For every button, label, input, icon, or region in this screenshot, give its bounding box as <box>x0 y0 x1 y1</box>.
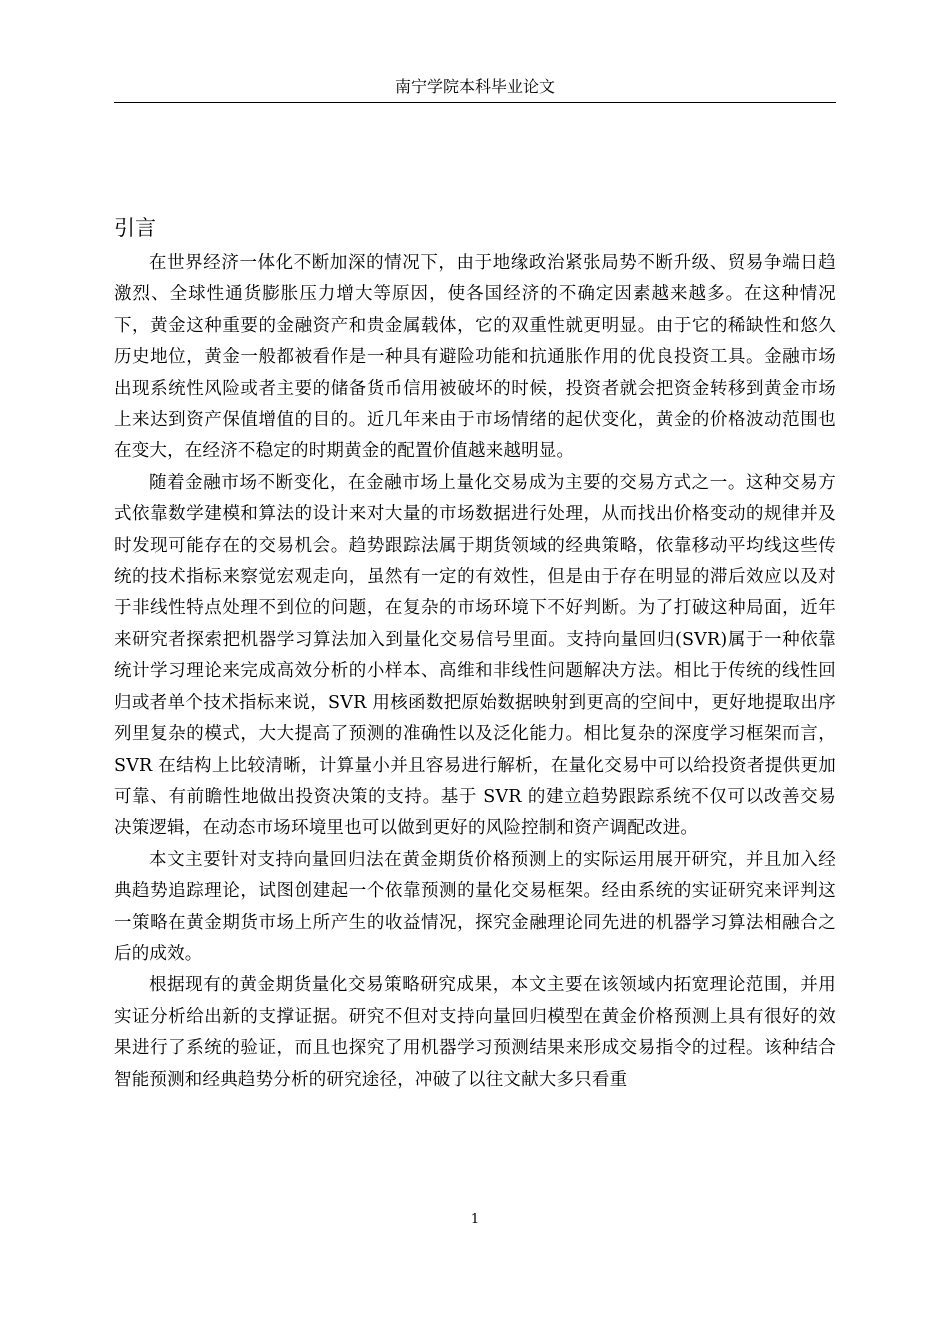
page-number: 1 <box>470 1212 480 1227</box>
body-text <box>114 248 836 1096</box>
paragraph: 根据现有的黄金期货量化交易策略研究成果，本文主要在该领域内拓宽理论范围，并用实证分析给出新的支撑证据。研究不但对支持向量回归模型在黄金价格预测上具有很好的效果进行了系统的验证，而且也探究了用机器学习预测结果来形成交易指令的过程。该种结合智能预测和经典趋势分析的研究途径，冲破了以往文献大多只看重 <box>114 975 836 1090</box>
header-title: 南宁学院本科毕业论文 <box>394 77 555 96</box>
page-header <box>114 76 836 103</box>
section-title: 引言 <box>114 216 156 240</box>
paragraph: 本文主要针对支持向量回归法在黄金期货价格预测上的实际运用展开研究，并且加入经典趋势追踪理论，试图创建起一个依靠预测的量化交易框架。经由系统的实证研究来评判这一策略在黄金期货市场上所产生的收益情况，探究金融理论同先进的机器学习算法相融合之后的成效。 <box>114 849 836 964</box>
paragraph: 在世界经济一体化不断加深的情况下，由于地缘政治紧张局势不断升级、贸易争端日趋激烈、全球性通货膨胀压力增大等原因，使各国经济的不确定因素越来越多。在这种情况下，黄金这种重要的金融资产和贵金属载体，它的双重性就更明显。由于它的稀缺性和悠久历史地位，黄金一般都被看作是一种具有避险功能和抗通胀作用的优良投资工具。金融市场出现系统性风险或者主要的储备货币信用被破坏的时候，投资者就会把资金转移到黄金市场上来达到资产保值增值的目的。近几年来由于市场情绪的起伏变化，黄金的价格波动范围也在变大，在经济不稳定的时期黄金的配置价值越来越明显。 <box>114 253 836 462</box>
paragraph: 随着金融市场不断变化，在金融市场上量化交易成为主要的交易方式之一。这种交易方式依靠数学建模和算法的设计来对大量的市场数据进行处理，从而找出价格变动的规律并及时发现可能存在的交易机会。趋势跟踪法属于期货领域的经典策略，依靠移动平均线这些传统的技术指标来察觉宏观走向，虽然有一定的有效性，但是由于存在明显的滞后效应以及对于非线性特点处理不到位的问题，在复杂的市场环境下不好判断。为了打破这种局面，近年来研究者探索把机器学习算法加入到量化交易信号里面。支持向量回归(SVR)属于一种依靠统计学习理论来完成高效分析的小样本、高维和非线性问题解决方法。相比于传统的线性回归或者单个技术指标来说，SVR 用核函数把原始数据映射到更高的空间中，更好地提取出序列里复杂的模式，大大提高了预测的准确性以及泛化能力。相比复杂的深度学习框架而言，SVR 在结构上比较清晰，计算量小并且容易进行解析，在量化交易中可以给投资者提供更加可靠、有前瞻性地做出投资决策的支持。基于 SVR 的建立趋势跟踪系统不仅可以改善交易决策逻辑，在动态市场环境里也可以做到更好的风险控制和资产调配改进。 <box>114 472 836 839</box>
page-footer <box>0 1211 950 1229</box>
